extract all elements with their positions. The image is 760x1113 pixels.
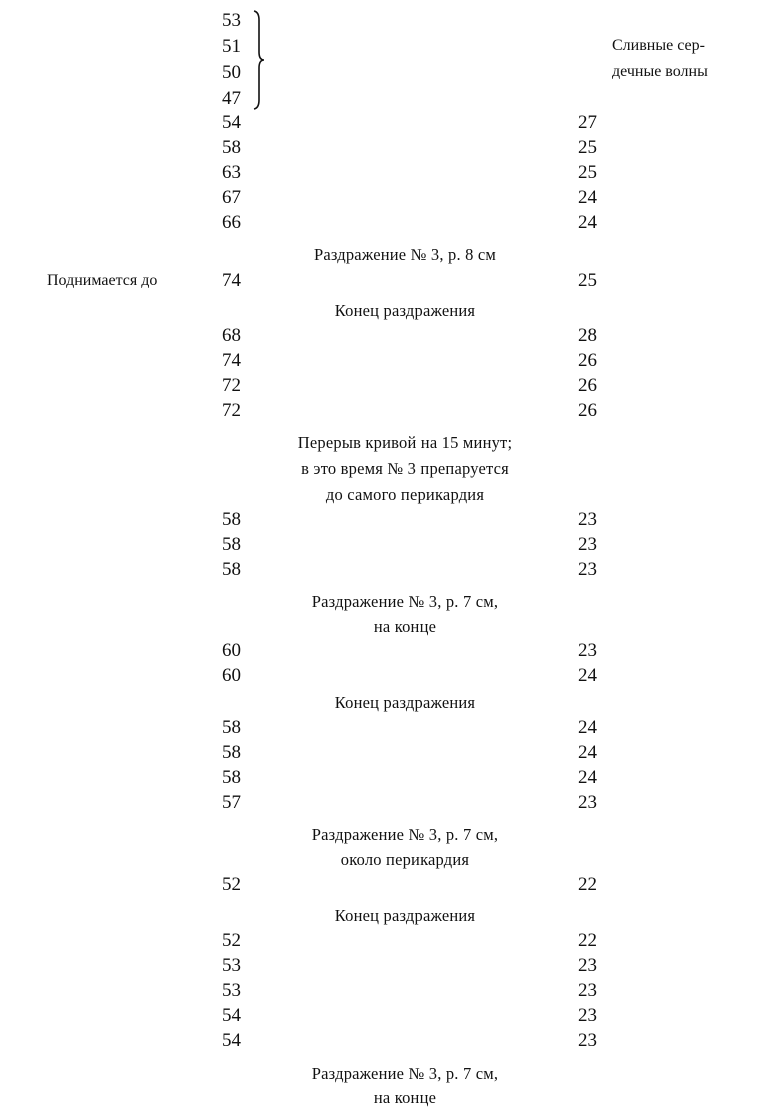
left-value: 58 xyxy=(222,559,241,580)
left-value: 58 xyxy=(222,767,241,788)
right-value: 26 xyxy=(578,375,597,396)
right-value: 25 xyxy=(578,137,597,158)
pause-note-line: в это время № 3 препаруется xyxy=(301,459,509,478)
table-row xyxy=(0,557,760,583)
table-row xyxy=(0,953,760,979)
stimulus-note-line: Раздражение № 3, р. 7 см, xyxy=(311,592,499,611)
right-value: 24 xyxy=(578,742,597,763)
stimulus-note-line: около перикардия xyxy=(340,850,470,869)
right-value: 24 xyxy=(578,187,597,208)
right-value: 24 xyxy=(578,717,597,738)
left-value: 58 xyxy=(222,717,241,738)
left-value: 50 xyxy=(222,62,241,83)
right-value: 24 xyxy=(578,767,597,788)
table-row xyxy=(0,532,760,558)
left-value: 54 xyxy=(222,1005,241,1026)
table-row xyxy=(0,34,760,60)
left-value: 72 xyxy=(222,375,241,396)
left-value: 63 xyxy=(222,162,241,183)
left-value: 53 xyxy=(222,10,241,31)
right-value: 26 xyxy=(578,400,597,421)
right-value: 23 xyxy=(578,955,597,976)
right-value: 28 xyxy=(578,325,597,346)
table-row xyxy=(0,185,760,211)
table-row xyxy=(0,160,760,186)
right-value: 27 xyxy=(578,112,597,133)
stimulus-note-line: Раздражение № 3, р. 7 см, xyxy=(311,825,499,844)
table-row xyxy=(0,86,760,112)
right-value: 25 xyxy=(578,270,597,291)
table-row xyxy=(0,715,760,741)
left-value: 51 xyxy=(222,36,241,57)
right-value: 23 xyxy=(578,559,597,580)
table-row xyxy=(0,373,760,399)
pause-note-line: до самого перикардия xyxy=(325,485,485,504)
left-value: 58 xyxy=(222,137,241,158)
left-value: 54 xyxy=(222,112,241,133)
table-row xyxy=(0,348,760,374)
rise-label: Поднимается до xyxy=(47,272,158,289)
left-value: 67 xyxy=(222,187,241,208)
left-value: 60 xyxy=(222,640,241,661)
table-row xyxy=(0,8,760,34)
table-row xyxy=(0,978,760,1004)
table-row xyxy=(0,1028,760,1054)
left-value: 74 xyxy=(222,270,241,291)
table-row xyxy=(0,663,760,689)
table-row xyxy=(0,135,760,161)
left-value: 53 xyxy=(222,955,241,976)
left-value: 72 xyxy=(222,400,241,421)
table-row xyxy=(0,60,760,86)
stimulus-note-line: на конце xyxy=(373,617,437,636)
table-row xyxy=(0,1003,760,1029)
left-value: 60 xyxy=(222,665,241,686)
right-value: 23 xyxy=(578,534,597,555)
stimulus-note: Раздражение № 3, р. 8 см xyxy=(313,245,497,264)
left-value: 52 xyxy=(222,874,241,895)
table-row xyxy=(0,740,760,766)
table-row xyxy=(0,872,760,898)
left-value: 47 xyxy=(222,88,241,109)
left-value: 58 xyxy=(222,534,241,555)
right-value: 24 xyxy=(578,665,597,686)
table-row xyxy=(0,398,760,424)
table-row xyxy=(0,638,760,664)
right-value: 22 xyxy=(578,874,597,895)
margin-note-line: Сливные сер- xyxy=(612,37,705,54)
right-value: 24 xyxy=(578,212,597,233)
left-value: 68 xyxy=(222,325,241,346)
left-value: 58 xyxy=(222,509,241,530)
left-value: 54 xyxy=(222,1030,241,1051)
stimulus-end-note: Конец раздражения xyxy=(334,301,476,320)
stimulus-note-line: Раздражение № 3, р. 7 см, xyxy=(311,1064,499,1083)
table-row xyxy=(0,268,760,294)
margin-note-line: дечные волны xyxy=(612,63,708,80)
left-value: 74 xyxy=(222,350,241,371)
table-row xyxy=(0,765,760,791)
table-row xyxy=(0,507,760,533)
right-value: 23 xyxy=(578,509,597,530)
right-value: 26 xyxy=(578,350,597,371)
stimulus-end-note: Конец раздражения xyxy=(334,693,476,712)
table-row xyxy=(0,323,760,349)
right-value: 23 xyxy=(578,1030,597,1051)
stimulus-end-note: Конец раздражения xyxy=(334,906,476,925)
right-value: 23 xyxy=(578,1005,597,1026)
table-row xyxy=(0,210,760,236)
table-row xyxy=(0,790,760,816)
right-value: 23 xyxy=(578,792,597,813)
left-value: 52 xyxy=(222,930,241,951)
stimulus-note-line: на конце xyxy=(373,1088,437,1107)
table-row xyxy=(0,110,760,136)
table-row xyxy=(0,928,760,954)
left-value: 57 xyxy=(222,792,241,813)
right-value: 23 xyxy=(578,980,597,1001)
pause-note-line: Перерыв кривой на 15 минут; xyxy=(297,433,513,452)
left-value: 58 xyxy=(222,742,241,763)
right-value: 22 xyxy=(578,930,597,951)
left-value: 53 xyxy=(222,980,241,1001)
left-value: 66 xyxy=(222,212,241,233)
right-value: 23 xyxy=(578,640,597,661)
right-value: 25 xyxy=(578,162,597,183)
